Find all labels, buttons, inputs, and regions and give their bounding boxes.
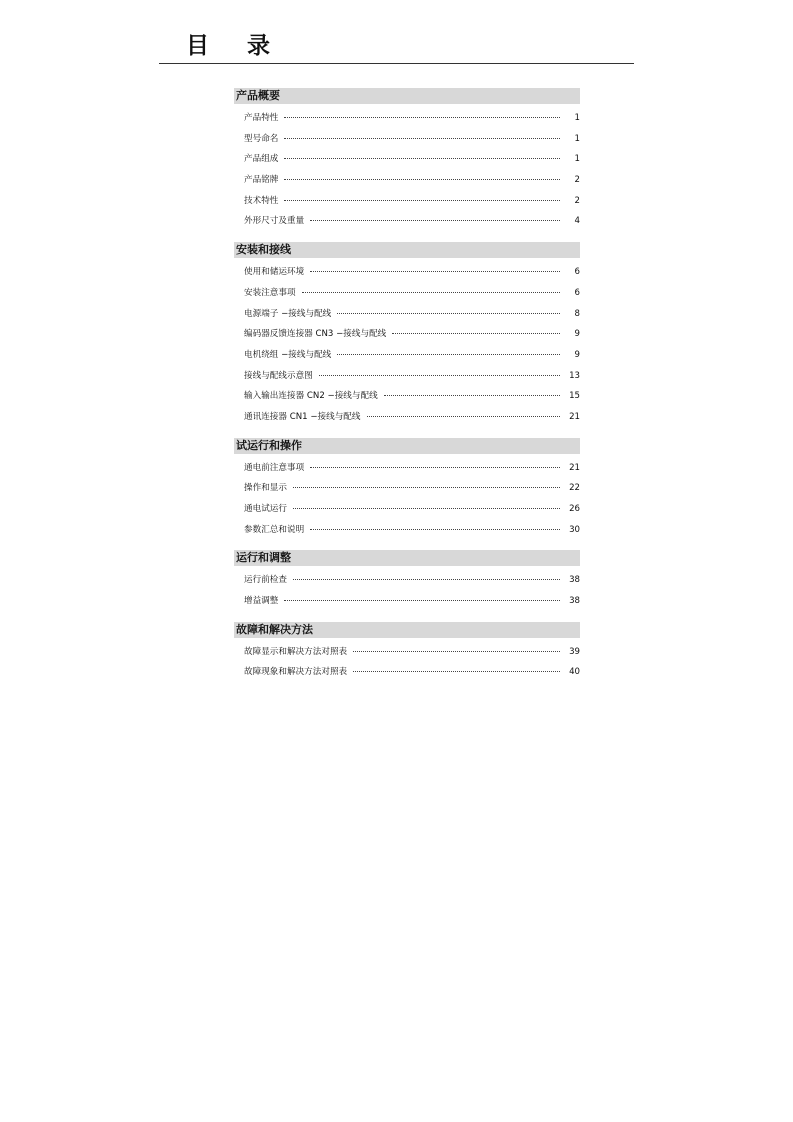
- dot-leader: [353, 670, 560, 672]
- entry-page-number: 40: [569, 667, 580, 678]
- toc-entry[interactable]: [234, 324, 580, 345]
- dot-leader: [384, 394, 560, 396]
- toc-entry[interactable]: [234, 191, 580, 212]
- entry-label: 参数汇总和说明: [244, 524, 305, 535]
- toc-entry[interactable]: [234, 211, 580, 232]
- dot-leader: [293, 507, 560, 509]
- entry-label: 使用和储运环境: [244, 267, 305, 278]
- entry-label: 型号命名: [244, 133, 279, 144]
- toc-entry[interactable]: [234, 262, 580, 283]
- toc-section: [234, 438, 580, 541]
- toc-entry[interactable]: [234, 366, 580, 387]
- entry-label: 产品铭牌: [244, 175, 279, 186]
- entry-label: 通电试运行: [244, 504, 287, 514]
- entry-page-number: 30: [569, 524, 580, 535]
- dot-leader: [284, 178, 560, 180]
- entry-page-number: 1: [574, 113, 580, 123]
- dot-leader: [337, 312, 560, 314]
- entry-page-number: 6: [574, 267, 580, 278]
- entry-label: 运行前检查: [244, 575, 287, 586]
- entry-page-number: 1: [574, 154, 580, 165]
- dot-leader: [367, 415, 561, 417]
- entry-page-number: 21: [569, 411, 580, 422]
- entry-label: 通讯连接器 CN1 −接线与配线: [244, 411, 361, 422]
- section-heading: 故障和解决方法: [234, 622, 580, 638]
- entry-label: 输入输出连接器 CN2 −接线与配线: [244, 391, 378, 402]
- toc-entry[interactable]: [234, 304, 580, 325]
- page-title: 目 录: [186, 33, 286, 59]
- toc-entry[interactable]: [234, 283, 580, 304]
- toc-entry[interactable]: [234, 570, 580, 591]
- entry-label: 通电前注意事项: [244, 462, 305, 473]
- entry-page-number: 38: [569, 596, 580, 607]
- dot-leader: [284, 116, 560, 118]
- section-heading: 运行和调整: [234, 550, 580, 566]
- dot-leader: [310, 528, 560, 530]
- dot-leader: [293, 486, 560, 488]
- section-heading: 产品概要: [234, 88, 580, 104]
- entry-label: 故障显示和解决方法对照表: [244, 646, 348, 657]
- entry-label: 产品特性: [244, 113, 279, 123]
- entry-page-number: 9: [574, 329, 580, 340]
- entry-label: 编码器反馈连接器 CN3 −接线与配线: [244, 329, 387, 340]
- entry-page-number: 22: [569, 483, 580, 494]
- dot-leader: [293, 578, 560, 580]
- toc-entry[interactable]: [234, 478, 580, 499]
- entry-page-number: 2: [574, 175, 580, 186]
- toc-entry[interactable]: [234, 108, 580, 129]
- dot-leader: [353, 650, 560, 652]
- toc-entry[interactable]: [234, 642, 580, 663]
- title-divider: [159, 63, 634, 64]
- entry-label: 技术特性: [244, 195, 279, 206]
- toc-entry[interactable]: [234, 499, 580, 520]
- dot-leader: [284, 157, 560, 159]
- toc-section: [234, 550, 580, 611]
- toc-entry[interactable]: [234, 520, 580, 541]
- dot-leader: [284, 599, 560, 601]
- entry-page-number: 13: [569, 370, 580, 381]
- entry-page-number: 38: [569, 575, 580, 586]
- entry-label: 电机绕组 −接线与配线: [244, 349, 332, 360]
- entry-page-number: 2: [574, 195, 580, 206]
- entry-page-number: 1: [574, 133, 580, 144]
- dot-leader: [337, 353, 560, 355]
- entry-page-number: 39: [569, 646, 580, 657]
- toc-entry[interactable]: [234, 170, 580, 191]
- toc-entry[interactable]: [234, 386, 580, 407]
- toc-entry[interactable]: [234, 458, 580, 479]
- dot-leader: [392, 332, 560, 334]
- toc-entry[interactable]: [234, 591, 580, 612]
- toc-entry[interactable]: [234, 345, 580, 366]
- entry-page-number: 21: [569, 462, 580, 473]
- table-of-contents: [234, 88, 580, 693]
- toc-entry[interactable]: [234, 129, 580, 150]
- entry-page-number: 9: [574, 349, 580, 360]
- entry-label: 产品组成: [244, 154, 279, 165]
- entry-label: 故障现象和解决方法对照表: [244, 667, 348, 678]
- toc-section: [234, 242, 580, 428]
- entry-page-number: 15: [569, 391, 580, 402]
- entry-label: 电源端子 −接线与配线: [244, 308, 332, 319]
- dot-leader: [310, 466, 560, 468]
- dot-leader: [302, 291, 560, 293]
- dot-leader: [310, 219, 560, 221]
- dot-leader: [284, 137, 560, 139]
- entry-label: 操作和显示: [244, 483, 287, 494]
- toc-section: [234, 88, 580, 232]
- dot-leader: [284, 199, 560, 201]
- entry-label: 安装注意事项: [244, 287, 296, 298]
- toc-entry[interactable]: [234, 407, 580, 428]
- toc-entry[interactable]: [234, 149, 580, 170]
- entry-page-number: 26: [569, 504, 580, 514]
- entry-label: 外形尺寸及重量: [244, 216, 305, 227]
- dot-leader: [310, 270, 560, 272]
- toc-section: [234, 622, 580, 683]
- section-heading: 安装和接线: [234, 242, 580, 258]
- entry-label: 增益调整: [244, 596, 279, 607]
- toc-entry[interactable]: [234, 662, 580, 683]
- entry-page-number: 4: [574, 216, 580, 227]
- entry-page-number: 6: [574, 287, 580, 298]
- section-heading: 试运行和操作: [234, 438, 580, 454]
- dot-leader: [319, 374, 560, 376]
- entry-page-number: 8: [574, 308, 580, 319]
- entry-label: 接线与配线示意图: [244, 370, 313, 381]
